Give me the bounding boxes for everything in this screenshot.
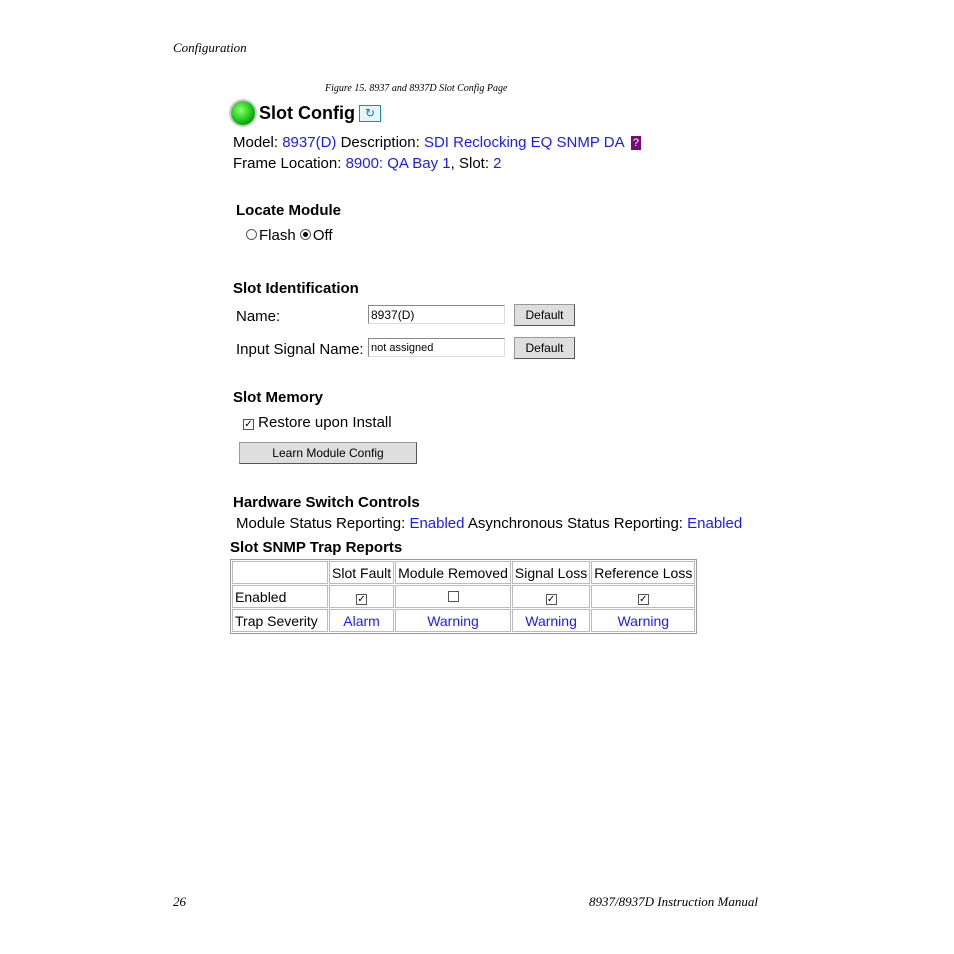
module-status-label: Module Status Reporting: — [236, 515, 406, 532]
slot-config-title-row — [231, 101, 381, 125]
name-input[interactable] — [368, 305, 505, 324]
module-status-value: Enabled — [409, 515, 465, 532]
restore-option[interactable] — [243, 414, 392, 431]
empty-header-cell — [232, 561, 328, 584]
enabled-cell — [395, 585, 511, 608]
enabled-cell — [329, 585, 394, 608]
table-row — [232, 585, 695, 608]
frame-location-line — [233, 155, 502, 172]
table-header-row — [232, 561, 695, 584]
reference-loss-severity-link[interactable]: Warning — [591, 609, 695, 632]
model-value: 8937(D) — [282, 134, 337, 151]
input-signal-label: Input Signal Name: — [236, 341, 364, 358]
hardware-switch-heading: Hardware Switch Controls — [233, 494, 420, 511]
description-label: Description: — [340, 134, 420, 151]
status-led-icon — [231, 101, 255, 125]
snmp-trap-table — [230, 559, 697, 634]
signal-loss-enabled-checkbox[interactable]: ✓ — [546, 593, 556, 605]
column-header: Signal Loss — [512, 561, 590, 584]
refresh-icon[interactable]: ↻ — [359, 105, 381, 122]
learn-module-config-button[interactable]: Learn Module Config — [239, 442, 417, 464]
module-removed-enabled-checkbox[interactable] — [448, 591, 459, 602]
async-status-label: Asynchronous Status Reporting: — [467, 515, 683, 532]
slot-fault-enabled-checkbox[interactable]: ✓ — [357, 593, 366, 605]
slot-value: 2 — [493, 155, 502, 172]
off-radio-option[interactable] — [300, 227, 333, 244]
locate-module-options — [246, 227, 333, 244]
page-number: 26 — [173, 894, 186, 909]
async-status-value: Enabled — [687, 515, 743, 532]
input-signal-input[interactable] — [368, 338, 505, 357]
frame-location-value: 8900: QA Bay 1 — [345, 155, 451, 172]
signal-loss-severity-link[interactable]: Warning — [512, 609, 590, 632]
flash-radio-option[interactable] — [246, 227, 296, 244]
slot-label: , Slot: — [450, 155, 489, 172]
column-header: Reference Loss — [591, 561, 695, 584]
slot-fault-severity-link[interactable]: Alarm — [329, 609, 394, 632]
hardware-switch-status-line — [236, 515, 742, 532]
page-title: Slot Config — [259, 102, 355, 123]
model-line — [233, 134, 641, 151]
input-signal-default-button[interactable]: Default — [514, 337, 575, 359]
description-value: SDI Reclocking EQ SNMP DA — [423, 134, 624, 151]
figure-caption: Figure 15. 8937 and 8937D Slot Config Page — [325, 83, 508, 94]
flash-radio[interactable] — [246, 229, 257, 240]
reference-loss-enabled-checkbox[interactable]: ✓ — [639, 593, 648, 605]
manual-title: 8937/8937D Instruction Manual — [589, 894, 758, 909]
page-header-section: Configuration — [173, 40, 247, 55]
slot-memory-heading: Slot Memory — [233, 389, 324, 406]
row-label: Enabled — [232, 585, 328, 608]
slot-identification-heading: Slot Identification — [233, 280, 359, 297]
off-radio[interactable] — [300, 229, 311, 240]
column-header: Module Removed — [395, 561, 511, 584]
name-default-button[interactable]: Default — [514, 304, 575, 326]
row-label: Trap Severity — [232, 609, 328, 632]
off-label: Off — [312, 227, 333, 244]
column-header: Slot Fault — [329, 561, 394, 584]
name-label: Name: — [236, 308, 281, 325]
model-label: Model: — [233, 134, 279, 151]
enabled-cell — [591, 585, 695, 608]
flash-label: Flash — [259, 227, 296, 244]
help-icon[interactable]: ? — [632, 137, 639, 149]
module-removed-severity-link[interactable]: Warning — [395, 609, 511, 632]
locate-module-heading: Locate Module — [236, 202, 342, 219]
restore-checkbox[interactable]: ✓ — [244, 419, 253, 430]
frame-location-label: Frame Location: — [233, 155, 342, 172]
restore-label: Restore upon Install — [258, 414, 392, 431]
snmp-trap-heading: Slot SNMP Trap Reports — [230, 539, 403, 556]
enabled-cell — [512, 585, 590, 608]
table-row — [232, 609, 695, 632]
